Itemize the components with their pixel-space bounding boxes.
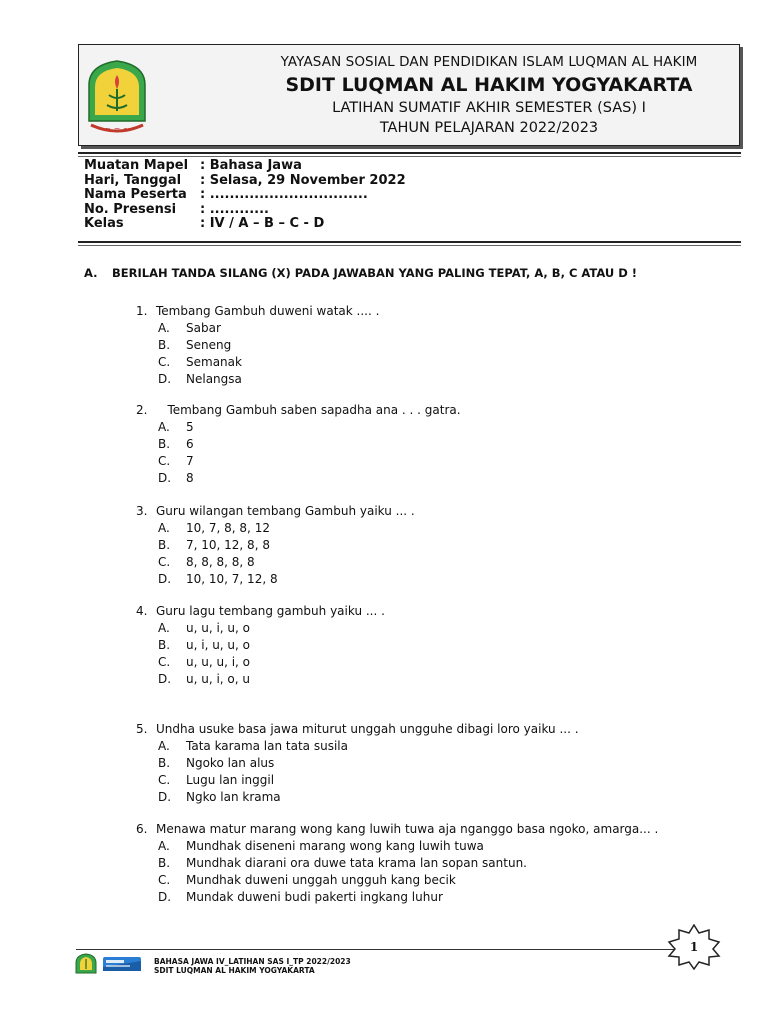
option-text: Ngoko lan alus — [186, 756, 275, 770]
option-letter: B. — [158, 437, 171, 451]
option-text: Mundhak duweni unggah ungguh kang becik — [186, 873, 456, 887]
option-text: 10, 10, 7, 12, 8 — [186, 572, 278, 586]
answer-option[interactable] — [136, 571, 415, 588]
answer-option[interactable] — [136, 755, 579, 772]
option-letter: D. — [158, 572, 172, 586]
answer-option[interactable] — [136, 855, 658, 872]
info-label: No. Presensi — [84, 201, 177, 217]
question-number: 3. — [136, 504, 148, 518]
option-letter: A. — [158, 321, 170, 335]
question-text: Undha usuke basa jawa miturut unggah ungguhe dibagi loro yaiku ... . — [156, 722, 579, 736]
info-value: : Bahasa Jawa — [200, 158, 302, 173]
footer-divider — [76, 949, 676, 950]
question-number: 6. — [136, 822, 148, 836]
page-number: 1 — [689, 940, 699, 954]
divider — [78, 156, 741, 157]
question-number: 2. — [136, 403, 148, 417]
option-text: Tata karama lan tata susila — [186, 739, 348, 753]
question-3 — [136, 503, 415, 588]
school-name: SDIT LUQMAN AL HAKIM YOGYAKARTA — [285, 74, 693, 96]
option-text: u, u, u, i, o — [186, 655, 251, 669]
academic-year: TAHUN PELAJARAN 2022/2023 — [379, 120, 599, 136]
option-text: 7, 10, 12, 8, 8 — [186, 538, 270, 552]
question-text: Guru lagu tembang gambuh yaiku ... . — [156, 604, 385, 618]
question-1 — [136, 303, 379, 388]
divider — [78, 245, 741, 246]
option-text: u, u, i, o, u — [186, 672, 251, 686]
question-number: 1. — [136, 304, 148, 318]
answer-option[interactable] — [136, 337, 379, 354]
foundation-name: YAYASAN SOSIAL DAN PENDIDIKAN ISLAM LUQMAN AL HAKIM — [280, 54, 698, 70]
option-text: Sabar — [186, 321, 221, 335]
answer-option[interactable] — [136, 620, 385, 637]
answer-option[interactable] — [136, 671, 385, 688]
question-number: 5. — [136, 722, 148, 736]
option-text: 6 — [186, 437, 194, 451]
option-letter: C. — [158, 555, 171, 569]
question-text: Tembang Gambuh duweni watak .... . — [156, 304, 380, 318]
answer-option[interactable] — [136, 838, 658, 855]
info-row — [84, 203, 406, 218]
program-badge-icon — [102, 955, 142, 973]
option-letter: B. — [158, 638, 171, 652]
question-2 — [136, 402, 461, 487]
info-label: Nama Peserta — [84, 187, 187, 203]
option-letter: D. — [158, 672, 172, 686]
question-text: Menawa matur marang wong kang luwih tuwa aja nganggo basa ngoko, amarga... . — [156, 822, 659, 836]
option-letter: C. — [158, 655, 171, 669]
answer-option[interactable] — [136, 772, 579, 789]
option-text: 10, 7, 8, 8, 12 — [186, 521, 270, 535]
letterhead — [78, 44, 740, 146]
option-text: 7 — [186, 454, 194, 468]
option-letter: D. — [158, 372, 172, 386]
info-row — [84, 217, 406, 232]
section-text: BERILAH TANDA SILANG (X) PADA JAWABAN YANG PALING TEPAT, A, B, C ATAU D ! — [112, 266, 638, 280]
option-text: Seneng — [186, 338, 232, 352]
option-letter: A. — [158, 621, 170, 635]
page-footer — [74, 945, 754, 985]
option-letter: B. — [158, 756, 171, 770]
option-letter: B. — [158, 856, 171, 870]
exam-info — [84, 159, 406, 232]
option-text: Mundhak diseneni marang wong kang luwih tuwa — [186, 839, 484, 853]
option-letter: A. — [158, 521, 170, 535]
footer-text — [154, 957, 351, 975]
option-letter: A. — [158, 839, 170, 853]
option-text: 5 — [186, 420, 194, 434]
section-instruction — [84, 266, 637, 280]
question-4 — [136, 603, 385, 688]
option-text: Mundak duweni budi pakerti ingkang luhur — [186, 890, 443, 904]
answer-option[interactable] — [136, 872, 658, 889]
question-5 — [136, 721, 579, 806]
answer-option[interactable] — [136, 470, 461, 487]
divider — [78, 152, 741, 154]
answer-option[interactable] — [136, 419, 461, 436]
option-letter: A. — [158, 739, 170, 753]
option-letter: D. — [158, 471, 172, 485]
option-letter: A. — [158, 420, 170, 434]
option-text: Lugu lan inggil — [186, 773, 275, 787]
answer-option[interactable] — [136, 436, 461, 453]
option-text: Mundhak diarani ora duwe tata krama lan sopan santun. — [186, 856, 527, 870]
answer-option[interactable] — [136, 654, 385, 671]
answer-option[interactable] — [136, 520, 415, 537]
option-letter: C. — [158, 454, 171, 468]
school-crest-small-icon — [74, 953, 98, 975]
info-row — [84, 188, 406, 203]
option-text: Nelangsa — [186, 372, 242, 386]
info-row — [84, 174, 406, 189]
info-value: : ............ — [200, 201, 269, 217]
option-text: u, i, u, u, o — [186, 638, 251, 652]
info-value: : Selasa, 29 November 2022 — [200, 172, 406, 188]
option-letter: C. — [158, 355, 171, 369]
info-row — [84, 159, 406, 174]
question-6 — [136, 821, 658, 906]
option-text: Ngko lan krama — [186, 790, 281, 804]
divider — [78, 241, 741, 243]
option-text: u, u, i, u, o — [186, 621, 251, 635]
option-letter: B. — [158, 338, 171, 352]
info-value: : IV / A – B – C - D — [200, 216, 325, 232]
answer-option[interactable] — [136, 320, 379, 337]
info-label: Muatan Mapel — [84, 158, 189, 173]
info-value: : ................................ — [200, 187, 368, 203]
option-text: 8, 8, 8, 8, 8 — [186, 555, 255, 569]
question-text: Tembang Gambuh saben sapadha ana . . . gatra. — [156, 403, 461, 417]
answer-option[interactable] — [136, 554, 415, 571]
option-text: 8 — [186, 471, 194, 485]
option-letter: D. — [158, 790, 172, 804]
answer-option[interactable] — [136, 738, 579, 755]
answer-option[interactable] — [136, 637, 385, 654]
option-letter: B. — [158, 538, 171, 552]
answer-option[interactable] — [136, 453, 461, 470]
exam-title: LATIHAN SUMATIF AKHIR SEMESTER (SAS) I — [332, 100, 646, 116]
info-label: Kelas — [84, 216, 124, 232]
info-label: Hari, Tanggal — [84, 172, 182, 188]
footer-line-1: BAHASA JAWA IV_LATIHAN SAS I_TP 2022/2023 — [154, 957, 351, 966]
footer-line-2: SDIT LUQMAN AL HAKIM YOGYAKARTA — [154, 966, 315, 975]
svg-text:~ ~ ~: ~ ~ ~ — [104, 124, 130, 133]
option-letter: D. — [158, 890, 172, 904]
school-crest-logo-icon — [85, 55, 149, 137]
answer-option[interactable] — [136, 537, 415, 554]
option-text: Semanak — [186, 355, 242, 369]
section-letter: A. — [84, 266, 98, 280]
answer-option[interactable] — [136, 354, 379, 371]
option-letter: C. — [158, 873, 171, 887]
question-number: 4. — [136, 604, 148, 618]
answer-option[interactable] — [136, 789, 579, 806]
answer-option[interactable] — [136, 889, 658, 906]
answer-option[interactable] — [136, 371, 379, 388]
question-text: Guru wilangan tembang Gambuh yaiku ... . — [156, 504, 415, 518]
option-letter: C. — [158, 773, 171, 787]
